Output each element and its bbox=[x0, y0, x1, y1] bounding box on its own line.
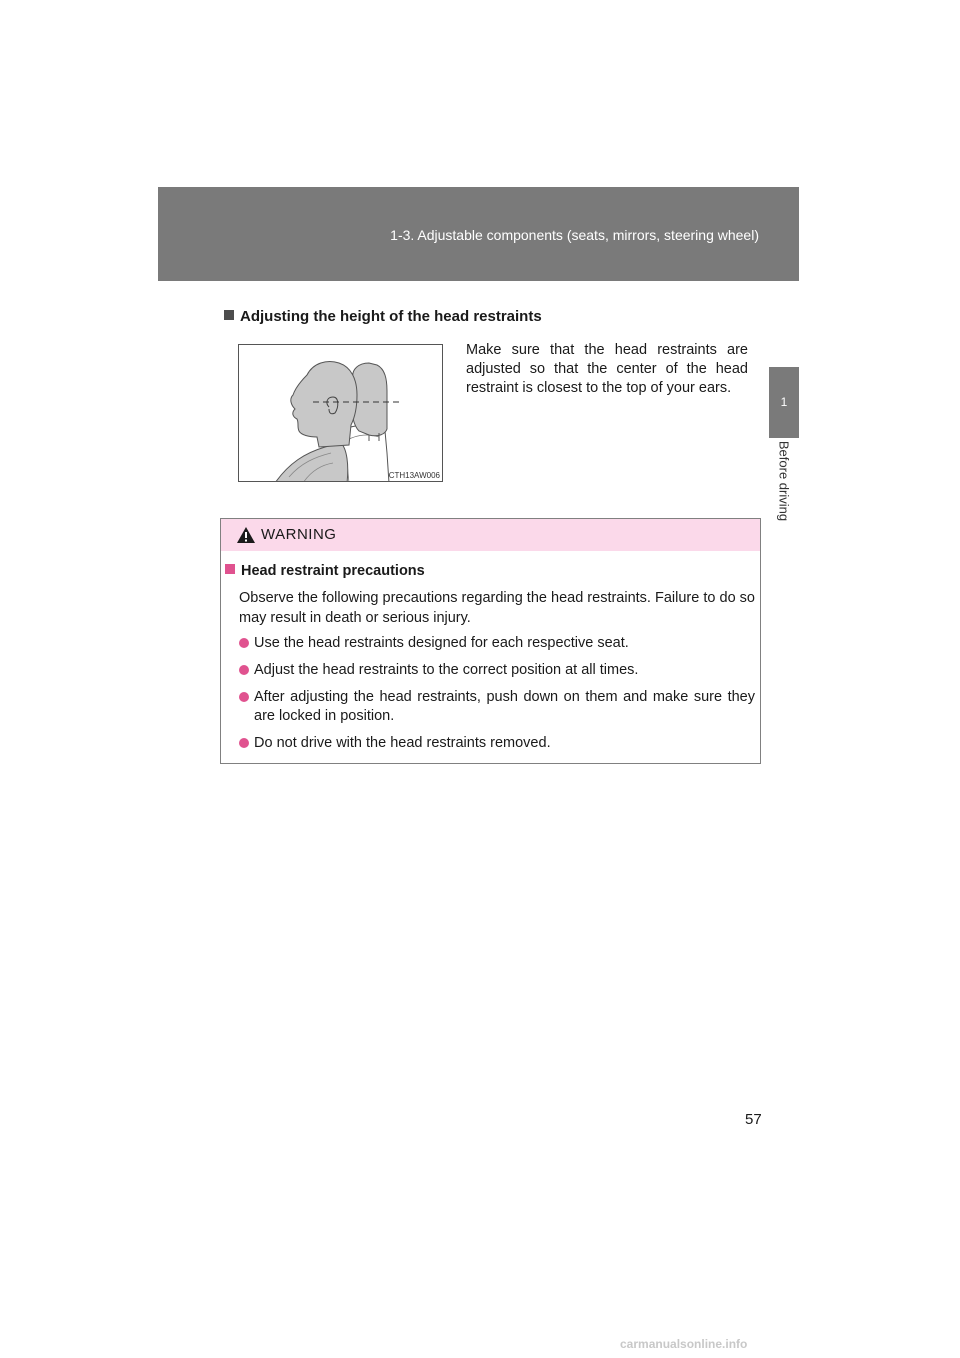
warning-intro: Observe the following precautions regarding the head restraints. Failure to do so may result in death or serious injury. bbox=[239, 590, 755, 626]
warning-title: WARNING bbox=[261, 526, 337, 543]
chapter-label: Before driving bbox=[776, 440, 792, 522]
warning-subheading-text: Head restraint precautions bbox=[241, 563, 425, 579]
head-restraint-figure bbox=[238, 344, 443, 482]
section-body-text: Make sure that the head restraints are adjusted so that the center of the head restraint is closest to the top of your ears. bbox=[466, 342, 748, 396]
warning-subheading bbox=[225, 563, 425, 579]
bullet-text: After adjusting the head restraints, push down on them and make sure they are locked in position. bbox=[254, 689, 755, 724]
header-band bbox=[158, 187, 799, 281]
figure-code: CTH13AW006 bbox=[388, 471, 440, 480]
warning-bullet bbox=[239, 688, 755, 726]
square-bullet-icon bbox=[224, 310, 234, 320]
bullet-dot-icon bbox=[239, 738, 249, 748]
side-tab bbox=[769, 281, 799, 546]
page-number: 57 bbox=[745, 1111, 762, 1128]
head-restraint-illustration bbox=[239, 345, 443, 482]
square-bullet-icon bbox=[225, 564, 235, 574]
bullet-dot-icon bbox=[239, 638, 249, 648]
chapter-title: 1-3. Adjustable components (seats, mirrors, steering wheel) bbox=[390, 227, 759, 243]
warning-triangle-icon bbox=[236, 526, 256, 544]
warning-bullet bbox=[239, 634, 755, 653]
watermark-link[interactable]: carmanualsonline.info bbox=[620, 1337, 748, 1351]
warning-box bbox=[220, 518, 761, 764]
warning-bullet bbox=[239, 734, 755, 753]
warning-bullet bbox=[239, 661, 755, 680]
bullet-text: Use the head restraints designed for each respective seat. bbox=[254, 635, 629, 651]
bullet-dot-icon bbox=[239, 665, 249, 675]
warning-header bbox=[221, 519, 760, 552]
section-heading-text: Adjusting the height of the head restraints bbox=[240, 308, 542, 325]
section-heading bbox=[224, 308, 542, 325]
bullet-text: Adjust the head restraints to the correct position at all times. bbox=[254, 662, 639, 678]
warning-content bbox=[221, 551, 760, 763]
chapter-number-tab: 1 bbox=[769, 367, 799, 438]
bullet-dot-icon bbox=[239, 692, 249, 702]
bullet-text: Do not drive with the head restraints removed. bbox=[254, 735, 551, 751]
